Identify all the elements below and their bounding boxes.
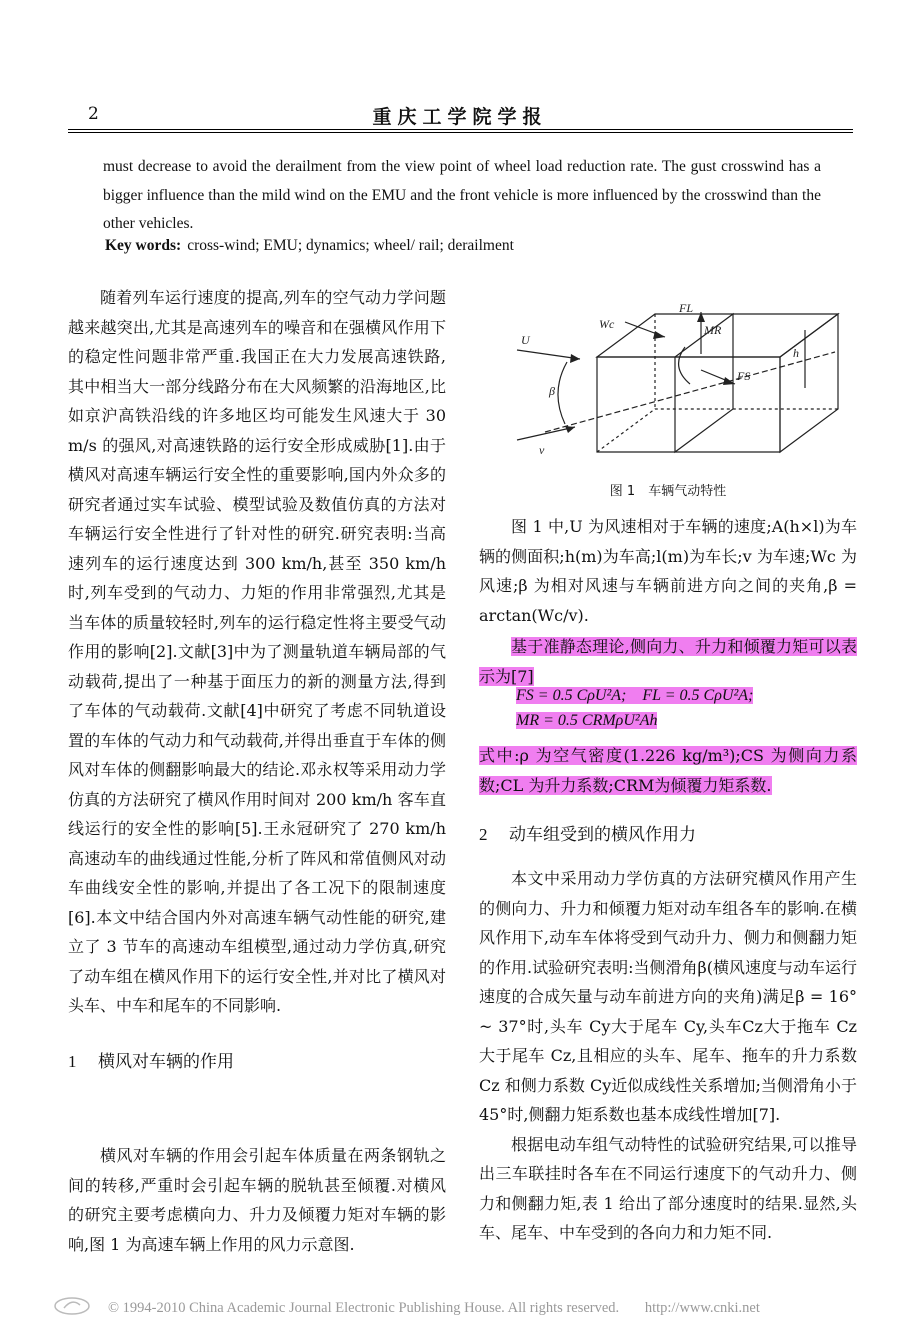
section1-paragraph: 横风对车辆的作用会引起车体质量在两条钢轨之间的转移,严重时会引起车辆的脱轨甚至倾覆.对横风的研究主要考虑横向力、升力及倾覆力矩对车辆的影响,图 1 为高速车辆上作用的风力示意图. (68, 1146, 446, 1254)
footer (50, 1300, 850, 1317)
section1-title: 横风对车辆的作用 (98, 1051, 234, 1072)
formula-explanation: 式中:ρ 为空气密度(1.226 kg/m³);CS 为侧向力系数;CL 为升力系数;CRM为倾覆力矩系数. (479, 746, 857, 795)
formula-explanation-block (479, 741, 857, 800)
arrowhead-wc (653, 331, 665, 339)
keywords (105, 237, 514, 255)
label-beta: β (549, 384, 555, 398)
section2-paragraph-1: 本文中采用动力学仿真的方法研究横风作用产生的侧向力、升力和倾覆力矩对动车组各车的影响.在横风作用下,动车车体将受到气动升力、侧力和侧翻力矩的作用.试验研究表明:当侧滑角β(横风速度与动车运行速度的合成矢量与动车前进方向的夹角)满足β = 16° ~ 37°时,头车 Cy大于尾车 Cy,头车Cz大于拖车 Cz 大于尾车 Cz,且相应的头车、尾车、拖车的升力系数 Cz 和侧力系数 Cy近似成线性关系增加;当侧滑角小于 45°时,侧翻力矩系数也基本成线性增加[7]. (479, 869, 857, 1124)
vehicle-box-front (597, 357, 780, 452)
copyright-text: © 1994-2010 China Academic Journal Electronic Publishing House. All rights reserved. (108, 1300, 620, 1316)
formula-line-2 (516, 712, 657, 730)
label-v: v (539, 443, 545, 457)
vehicle-axis (545, 352, 835, 432)
formula-1: FS = 0.5 CρU²A; FL = 0.5 CρU²A; (516, 687, 754, 704)
figure1-diagram (505, 292, 855, 472)
hidden-edges (597, 409, 838, 452)
intro-section (68, 283, 446, 1077)
section2-paragraph-2: 根据电动车组气动特性的试验研究结果,可以推导出三车联挂时各车在不同运行速度下的气动升力、侧力和侧翻力矩,表 1 给出了部分速度时的结果.显然,头车、尾车、中车受到的各向力和力矩不同. (479, 1134, 857, 1242)
formula-2: MR = 0.5 CRMρU²Ah (516, 712, 658, 729)
arrowhead-v (565, 426, 575, 433)
figure-description-block (479, 512, 857, 691)
label-wc: Wc (599, 317, 615, 331)
footer-url[interactable]: http://www.cnki.net (644, 1300, 760, 1316)
wind-arrow-u (517, 350, 580, 359)
journal-title: 重庆工学院学报 (372, 106, 548, 128)
section2-body (479, 864, 857, 1248)
beta-arc (558, 362, 567, 424)
page-number: 2 (88, 104, 99, 124)
section2-heading (479, 820, 696, 845)
intro-paragraph: 随着列车运行速度的提高,列车的空气动力学问题越来越突出,尤其是高速列车的噪音和在强横风作用下的稳定性问题非常严重.我国正在大力发展高速铁路,其中相当大一部分线路分布在大风频繁的沿海地区,比如京沪高铁沿线的许多地区均可能发生风速大于 30 m/s 的强风,对高速铁路的运行安全形成威胁[1].由于横风对高速车辆运行安全性的重要影响,国内外众多的研究者通过实车试验、模型试验及数值仿真的方法对车辆运行安全性进行了针对性的研究.研究表明:当高速列车的运行速度达到 300 km/h,甚至 350 km/h 时,列车受到的气动力、力矩的作用非常强烈,尤其是当车体的质量较轻时,列车的运行稳定性将主要受气动作用的影响[2].文献[3]中为了测量轨道车辆局部的气动载荷,提出了一种基于面压力的新的测量方法,得到了车体的气动载荷.文献[4]中研究了考虑不同轨道设置的车体的气动力和气动载荷,并得出垂直于车体的侧风对车体的侧翻影响最大的结论.邓永权等采用动力学仿真的方法研究了横风作用时间对 200 km/h 客车直线运行的安全性的影响[5].王永冠研究了 270 km/h高速动车的曲线通过性能,分析了阵风和常值侧风对动车曲线安全性的影响,并提出了各工况下的限制速度[6].本文中结合国内外对高速车辆气动性能的研究,建立了 3 节车的高速动车组模型,通过动力学仿真,研究了动车组在横风作用下的运行安全性,并对比了横风对头车、中车和尾车的不同影响. (68, 288, 446, 1015)
label-fl: FL (679, 301, 694, 315)
abstract-en: must decrease to avoid the derailment from the view point of wheel load reduction rate. The gust crosswind has a bigger influence than the mild wind on the EMU and the front vehicle is more influenced by the crosswind than the other vehicles. (103, 158, 821, 232)
label-mr: MR (704, 323, 722, 337)
section1-heading (68, 1047, 446, 1078)
figure1-caption: 图 1 车辆气动特性 (609, 484, 727, 499)
section2-title: 动车组受到的横风作用力 (509, 825, 696, 845)
header-rule-thin (68, 132, 853, 133)
section1-body (68, 1141, 446, 1259)
section1-number: 1 (68, 1051, 77, 1071)
label-h: h (793, 346, 799, 360)
label-fs: FS (737, 369, 751, 383)
label-u: U (521, 333, 530, 347)
keywords-text: cross-wind; EMU; dynamics; wheel/ rail; derailment (187, 237, 514, 254)
quasi-static-text: 基于准静态理论,侧向力、升力和倾覆力矩可以表示为[7] (479, 637, 857, 686)
arrowhead-u (570, 354, 580, 363)
vehicle-box-side (780, 314, 838, 452)
section2-number: 2 (479, 825, 488, 844)
figure-description: 图 1 中,U 为风速相对于车辆的速度;A(h×l)为车辆的侧面积;h(m)为车高;l(m)为车长;v 为车速;Wc 为风速;β 为相对风速与车辆前进方向之间的夹角,β = arctan(Wc/v). (479, 517, 857, 625)
formula-line-1 (516, 682, 753, 705)
keywords-label: Key words: (105, 237, 182, 254)
header-rule (68, 129, 853, 130)
